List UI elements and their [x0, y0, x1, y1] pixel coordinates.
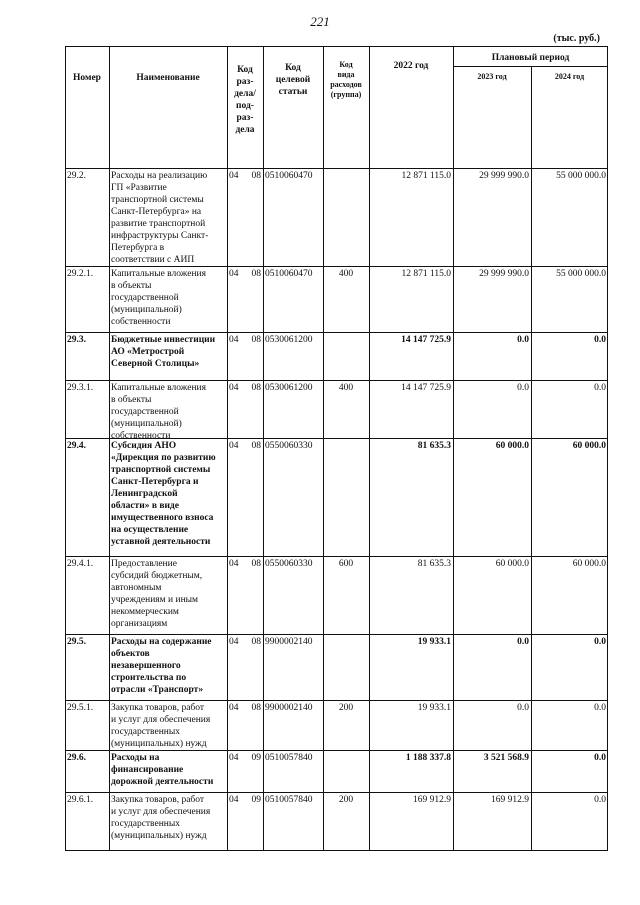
row-divider	[65, 700, 608, 701]
row-number: 29.2.1.	[67, 269, 94, 279]
row-razdel: 04	[229, 171, 239, 181]
row-tselevaya: 0510060470	[265, 171, 313, 181]
row-podrazdel: 09	[251, 795, 261, 805]
planned-period-divider	[453, 66, 608, 67]
row-number: 29.5.	[67, 637, 86, 647]
row-divider	[65, 380, 608, 381]
row-divider	[65, 168, 608, 169]
row-value-2023: 0.0	[517, 335, 529, 345]
row-tselevaya: 0510060470	[265, 269, 313, 279]
row-value-2022: 19 933.1	[417, 703, 451, 713]
row-vid: 200	[338, 703, 354, 713]
page-number: 221	[310, 14, 330, 29]
row-name: Субсидия АНО «Дирекция по развитию транспортной системы Санкт-Петербурга и Ленинградской области» в виде имущественного взноса на осуществление уставной деятельности	[111, 441, 216, 547]
header-2022: 2022 год	[393, 61, 429, 71]
row-number: 29.4.1.	[67, 559, 94, 569]
row-value-2022: 81 635.3	[417, 441, 451, 451]
row-vid: 400	[338, 383, 354, 393]
row-value-2023: 60 000.0	[495, 441, 529, 451]
row-podrazdel: 09	[251, 753, 261, 763]
row-name: Закупка товаров, работ и услуг для обеспечения государственных (муниципальных) нужд	[111, 703, 211, 749]
table-border-bottom	[65, 850, 608, 851]
row-podrazdel: 08	[251, 269, 261, 279]
row-name: Закупка товаров, работ и услуг для обеспечения государственных (муниципальных) нужд	[111, 795, 211, 841]
row-divider	[65, 750, 608, 751]
row-number: 29.2.	[67, 171, 86, 181]
row-podrazdel: 08	[251, 335, 261, 345]
row-razdel: 04	[229, 383, 239, 393]
row-razdel: 04	[229, 441, 239, 451]
row-number: 29.4.	[67, 441, 86, 451]
row-razdel: 04	[229, 703, 239, 713]
row-vid: 600	[338, 559, 354, 569]
row-name: Предоставление субсидий бюджетным, автономным учреждениям и иным некоммерческим организациям	[111, 559, 203, 629]
row-tselevaya: 9900002140	[265, 637, 313, 647]
row-tselevaya: 0530061200	[265, 335, 313, 345]
row-number: 29.3.1.	[67, 383, 94, 393]
row-value-2024: 0.0	[594, 703, 606, 713]
unit-label: (тыс. руб.)	[553, 33, 600, 44]
row-number: 29.6.1.	[67, 795, 94, 805]
column-divider	[531, 66, 532, 851]
header-planovy-period: Плановый период	[491, 53, 570, 63]
row-value-2024: 0.0	[594, 753, 606, 763]
row-value-2022: 12 871 115.0	[401, 269, 451, 279]
row-value-2023: 0.0	[517, 703, 529, 713]
row-value-2023: 0.0	[517, 383, 529, 393]
row-value-2024: 0.0	[594, 637, 606, 647]
row-razdel: 04	[229, 637, 239, 647]
header-2023: 2023 год	[477, 72, 507, 81]
header-kod-vida: Код вида расходов (группа)	[330, 60, 362, 99]
row-name: Расходы на содержание объектов незавершенного строительства по отрасли «Транспорт»	[111, 637, 212, 695]
row-razdel: 04	[229, 753, 239, 763]
row-value-2022: 81 635.3	[417, 559, 451, 569]
row-tselevaya: 0510057840	[265, 795, 313, 805]
header-naimenovanie: Наименование	[136, 73, 200, 83]
row-value-2023: 0.0	[517, 637, 529, 647]
row-razdel: 04	[229, 795, 239, 805]
row-podrazdel: 08	[251, 559, 261, 569]
row-number: 29.3.	[67, 335, 86, 345]
row-podrazdel: 08	[251, 441, 261, 451]
row-value-2022: 14 147 725.9	[401, 335, 451, 345]
row-name: Капитальные вложения в объекты государственной (муниципальной) собственности	[111, 269, 206, 327]
row-value-2022: 1 188 337.8	[405, 753, 451, 763]
row-value-2024: 55 000 000.0	[556, 269, 606, 279]
budget-table	[65, 46, 608, 851]
row-value-2022: 14 147 725.9	[401, 383, 451, 393]
row-value-2024: 60 000.0	[572, 441, 606, 451]
row-value-2022: 19 933.1	[417, 637, 451, 647]
header-nomer: Номер	[73, 73, 101, 83]
row-value-2024: 0.0	[594, 795, 606, 805]
row-name: Бюджетные инвестиции АО «Метрострой Северной Столицы»	[111, 335, 216, 369]
row-value-2023: 3 521 568.9	[483, 753, 529, 763]
row-podrazdel: 08	[251, 703, 261, 713]
row-razdel: 04	[229, 559, 239, 569]
header-kod-tselevoy: Код целевой статьи	[275, 63, 311, 97]
row-value-2024: 0.0	[594, 335, 606, 345]
row-number: 29.5.1.	[67, 703, 94, 713]
header-kod-razdela: Код раз- дела/ под- раз- дела	[234, 65, 256, 135]
row-divider	[65, 634, 608, 635]
row-divider	[65, 792, 608, 793]
row-name: Расходы на реализацию ГП «Развитие транспортной системы Санкт-Петербурга» на развитие транспортной инфраструктуры Санкт- Петербурга в соответствии с АИП	[111, 171, 209, 265]
row-value-2022: 169 912.9	[413, 795, 451, 805]
row-divider	[65, 332, 608, 333]
header-2024: 2024 год	[554, 72, 585, 81]
row-divider	[65, 556, 608, 557]
table-border-top	[65, 46, 608, 47]
row-value-2024: 55 000 000.0	[556, 171, 606, 181]
row-razdel: 04	[229, 269, 239, 279]
row-number: 29.6.	[67, 753, 86, 763]
row-tselevaya: 0510057840	[265, 753, 313, 763]
row-value-2023: 169 912.9	[491, 795, 529, 805]
row-value-2022: 12 871 115.0	[401, 171, 451, 181]
row-tselevaya: 9900002140	[265, 703, 313, 713]
row-podrazdel: 08	[251, 383, 261, 393]
row-tselevaya: 0550060330	[265, 441, 313, 451]
row-value-2023: 29 999 990.0	[479, 269, 529, 279]
row-value-2023: 29 999 990.0	[479, 171, 529, 181]
row-tselevaya: 0530061200	[265, 383, 313, 393]
row-razdel: 04	[229, 335, 239, 345]
row-divider	[65, 266, 608, 267]
row-vid: 400	[338, 269, 354, 279]
row-podrazdel: 08	[251, 171, 261, 181]
row-vid: 200	[338, 795, 354, 805]
row-value-2023: 60 000.0	[495, 559, 529, 569]
row-value-2024: 60 000.0	[572, 559, 606, 569]
row-name: Расходы на финансирование дорожной деятельности	[111, 753, 214, 787]
row-name: Капитальные вложения в объекты государственной (муниципальной) собственности	[111, 383, 206, 441]
row-podrazdel: 08	[251, 637, 261, 647]
column-divider	[323, 46, 324, 851]
row-tselevaya: 0550060330	[265, 559, 313, 569]
row-value-2024: 0.0	[594, 383, 606, 393]
